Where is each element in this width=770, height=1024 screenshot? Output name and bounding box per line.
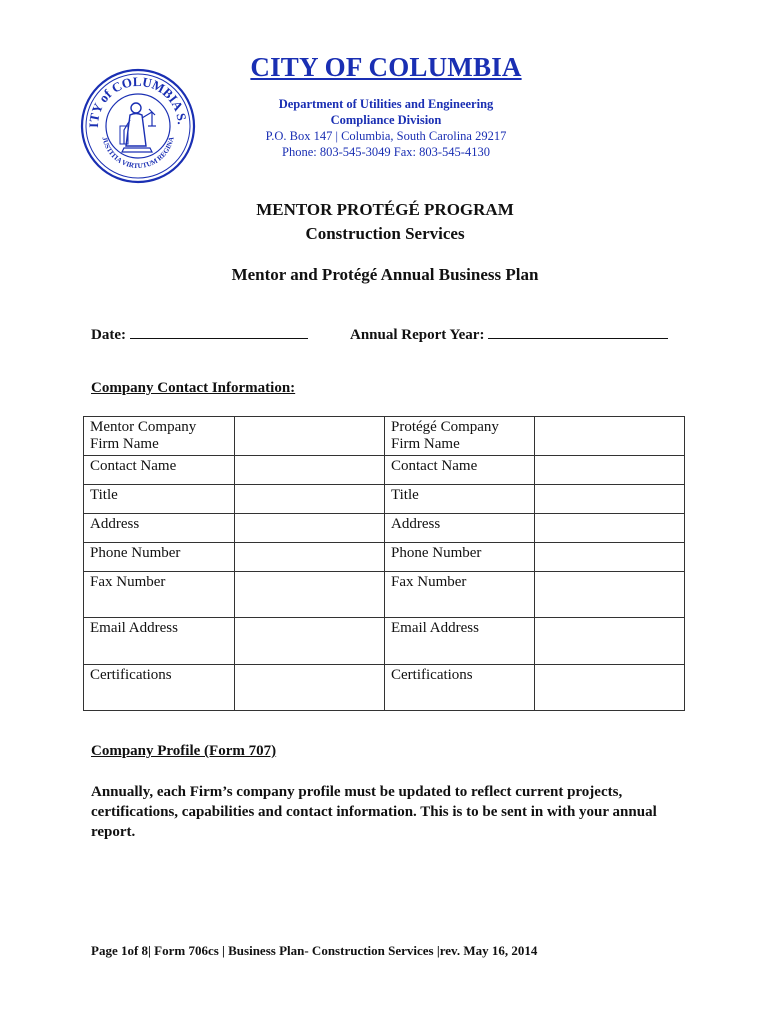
mentor-contact-input[interactable]: [235, 456, 385, 485]
report-year-label: Annual Report Year:: [350, 327, 485, 343]
mentor-email-label: Email Address: [84, 618, 235, 665]
mentor-fax-input[interactable]: [235, 572, 385, 618]
date-label: Date:: [91, 327, 126, 343]
service-subtitle: Construction Services: [305, 224, 465, 243]
mentor-email-input[interactable]: [235, 618, 385, 665]
protege-title-label: Title: [385, 485, 535, 514]
city-seal-logo: [80, 68, 196, 184]
protege-certifications-input[interactable]: [535, 665, 685, 711]
mentor-phone-label: Phone Number: [84, 543, 235, 572]
contact-section-heading: Company Contact Information:: [91, 380, 296, 396]
table-row: [84, 514, 685, 543]
program-title: MENTOR PROTÉGÉ PROGRAM: [256, 200, 514, 219]
protege-contact-input[interactable]: [535, 456, 685, 485]
plan-title: Mentor and Protégé Annual Business Plan: [231, 265, 539, 284]
page-footer: Page 1of 8| Form 706cs | Business Plan- Construction Services |rev. May 16, 2014: [91, 943, 538, 958]
protege-title-input[interactable]: [535, 485, 685, 514]
profile-instructions: Annually, each Firm’s company profile must be updated to reflect current projects, certifications, capabilities and contact information. This is to be sent in with your annual report.: [91, 784, 657, 840]
mentor-firm-input[interactable]: [235, 417, 385, 456]
protege-email-label: Email Address: [385, 618, 535, 665]
protege-firm-label: Protégé Company Firm Name: [385, 417, 535, 456]
table-row: [84, 543, 685, 572]
protege-address-input[interactable]: [535, 514, 685, 543]
table-row: [84, 485, 685, 514]
protege-phone-input[interactable]: [535, 543, 685, 572]
svg-text:CITY of COLUMBIA S.C.: ITY of COLUMBIA S.: [85, 73, 190, 128]
protege-address-label: Address: [385, 514, 535, 543]
protege-email-input[interactable]: [535, 618, 685, 665]
table-row: [84, 572, 685, 618]
protege-contact-label: Contact Name: [385, 456, 535, 485]
mentor-address-label: Address: [84, 514, 235, 543]
mentor-certifications-label: Certifications: [84, 665, 235, 711]
mentor-fax-label: Fax Number: [84, 572, 235, 618]
phone-fax: Phone: 803-545-3049 Fax: 803-545-4130: [282, 145, 490, 159]
table-row: [84, 417, 685, 456]
mentor-contact-label: Contact Name: [84, 456, 235, 485]
mentor-phone-input[interactable]: [235, 543, 385, 572]
mentor-title-label: Title: [84, 485, 235, 514]
mailing-address: P.O. Box 147 | Columbia, South Carolina 29217: [265, 129, 507, 143]
mentor-address-input[interactable]: [235, 514, 385, 543]
profile-section-heading: Company Profile (Form 707): [91, 743, 277, 759]
svg-text:JUSTITIA VIRTUTUM REGINA: JUSTITIA VIRTUTUM REGINA: [100, 136, 176, 171]
department-name: Department of Utilities and Engineering: [278, 97, 494, 111]
division-name: Compliance Division: [330, 113, 442, 127]
report-year-input-line[interactable]: [488, 324, 668, 339]
mentor-firm-label: Mentor Company Firm Name: [84, 417, 235, 456]
contact-table: [83, 416, 685, 711]
date-input-line[interactable]: [130, 324, 308, 339]
protege-firm-input[interactable]: [535, 417, 685, 456]
table-row: [84, 665, 685, 711]
date-field[interactable]: [91, 324, 308, 344]
protege-fax-label: Fax Number: [385, 572, 535, 618]
mentor-title-input[interactable]: [235, 485, 385, 514]
protege-certifications-label: Certifications: [385, 665, 535, 711]
report-year-field[interactable]: [350, 324, 668, 344]
protege-fax-input[interactable]: [535, 572, 685, 618]
protege-phone-label: Phone Number: [385, 543, 535, 572]
city-title: CITY OF COLUMBIA: [250, 52, 522, 82]
table-row: [84, 456, 685, 485]
table-row: [84, 618, 685, 665]
mentor-certifications-input[interactable]: [235, 665, 385, 711]
